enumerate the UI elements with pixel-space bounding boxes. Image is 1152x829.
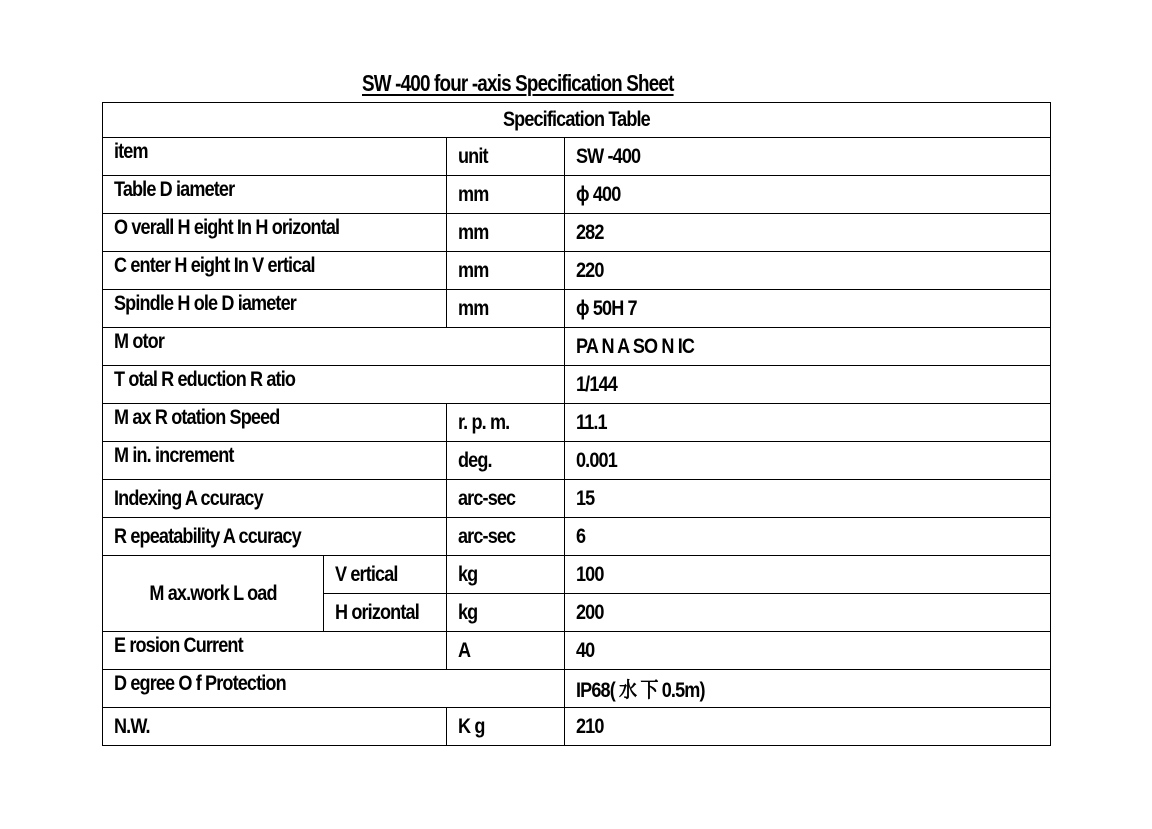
document-title <box>362 68 713 98</box>
specification-table <box>102 102 1051 746</box>
row-unit: A <box>447 632 565 670</box>
table-row <box>103 252 1051 290</box>
row-unit: kg <box>447 556 565 594</box>
row-item: O verall H eight In H orizontal <box>103 214 447 252</box>
table-row-work-load-vertical <box>103 556 1051 594</box>
row-value: 282 <box>565 214 1051 252</box>
row-unit: mm <box>447 176 565 214</box>
row-unit: r. p. m. <box>447 404 565 442</box>
table-row <box>103 290 1051 328</box>
table-row <box>103 670 1051 708</box>
table-row <box>103 328 1051 366</box>
table-row <box>103 176 1051 214</box>
row-value: 210 <box>565 708 1051 746</box>
row-unit: mm <box>447 290 565 328</box>
table-row <box>103 442 1051 480</box>
row-unit: K g <box>447 708 565 746</box>
row-item: Spindle H ole D iameter <box>103 290 447 328</box>
row-unit: arc-sec <box>447 480 565 518</box>
row-value: 6 <box>565 518 1051 556</box>
table-row <box>103 708 1051 746</box>
row-item: M ax R otation Speed <box>103 404 447 442</box>
row-item: Indexing A ccuracy <box>103 480 447 518</box>
table-row <box>103 214 1051 252</box>
row-value: 1/144 <box>565 366 1051 404</box>
document-title-text: SW -400 four -axis Specification Sheet <box>362 70 674 96</box>
row-unit: mm <box>447 252 565 290</box>
table-row <box>103 518 1051 556</box>
row-value: 40 <box>565 632 1051 670</box>
row-item: C enter H eight In V ertical <box>103 252 447 290</box>
header-unit: unit <box>447 138 565 176</box>
row-item: D egree O f Protection <box>103 670 565 708</box>
row-value: ϕ 50H 7 <box>565 290 1051 328</box>
table-caption: Specification Table <box>103 103 1051 138</box>
work-load-horizontal-label: H orizontal <box>324 594 447 632</box>
row-item: Table D iameter <box>103 176 447 214</box>
table-row <box>103 404 1051 442</box>
row-unit: deg. <box>447 442 565 480</box>
header-item: item <box>103 138 447 176</box>
row-value: IP68( 水 下 0.5m) <box>565 670 1051 708</box>
table-row <box>103 632 1051 670</box>
row-item: M otor <box>103 328 565 366</box>
row-unit: arc-sec <box>447 518 565 556</box>
row-item: E rosion Current <box>103 632 447 670</box>
table-caption-row <box>103 103 1051 138</box>
row-item: N.W. <box>103 708 447 746</box>
row-item: M in. increment <box>103 442 447 480</box>
row-unit: kg <box>447 594 565 632</box>
row-value: 220 <box>565 252 1051 290</box>
work-load-vertical-label: V ertical <box>324 556 447 594</box>
row-value: 0.001 <box>565 442 1051 480</box>
row-value: 100 <box>565 556 1051 594</box>
table-row <box>103 480 1051 518</box>
row-value: PA N A SO N IC <box>565 328 1051 366</box>
row-unit: mm <box>447 214 565 252</box>
table-row <box>103 366 1051 404</box>
header-value: SW -400 <box>565 138 1051 176</box>
row-item: R epeatability A ccuracy <box>103 518 447 556</box>
row-value: 15 <box>565 480 1051 518</box>
table-header-row <box>103 138 1051 176</box>
row-value: 200 <box>565 594 1051 632</box>
row-item: T otal R eduction R atio <box>103 366 565 404</box>
row-value: 11.1 <box>565 404 1051 442</box>
row-value: ϕ 400 <box>565 176 1051 214</box>
work-load-label: M ax.work L oad <box>103 556 324 632</box>
